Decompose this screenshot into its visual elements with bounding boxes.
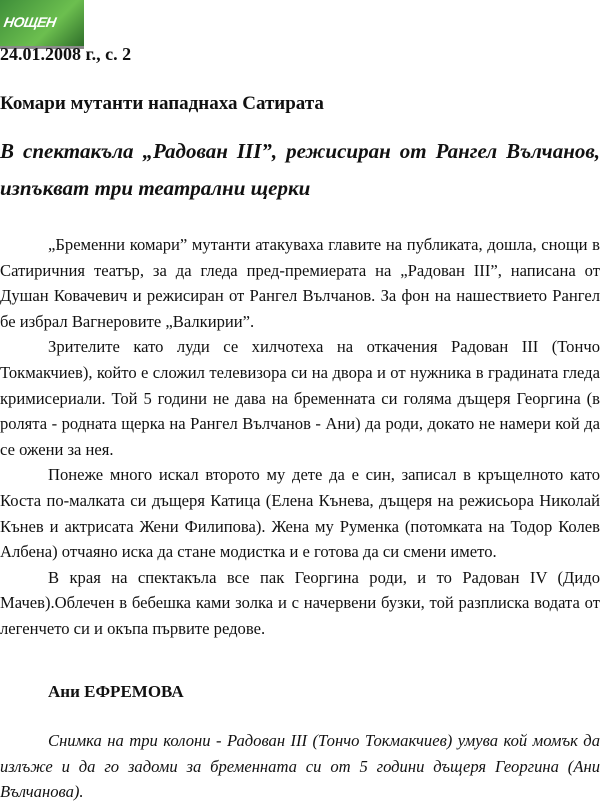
newspaper-logo (0, 0, 84, 49)
article-title: Комари мутанти нападнаха Сатирата (0, 93, 324, 114)
paragraph: Зрителите като луди се хилчотеха на откачения Радован ІІІ (Тончо Токмакчиев), който е сложил телевизора си на двора и от нужника в градината гледа кримисериали. Той 5 години не дава на бременната си голяма дъщеря Георгина (в ролята - родната щерка на Рангел Вълчанов - Ани) да роди, докато не намери кой да се ожени за нея. (0, 337, 600, 459)
paragraph: В края на спектакъла все пак Георгина роди, и то Радован ІV (Дидо Мачев).Облечен в бебешка ками золка и с начервени бузки, той разплиска водата от легенчето си и окъпа първите редове. (0, 567, 600, 638)
author-byline: Ани ЕФРЕМОВА (48, 682, 184, 701)
paragraph: „Бременни комари” мутанти атакуваха главите на публиката, дошла, снощи в Сатиричния театър, за да гледа пред-премиерата на „Радован ІІІ”, написана от Душан Ковачевич и режисиран от Рангел Вълчанов. За фон на нашествието Рангел бе избрал Вагнеровите „Валкирии”. (0, 235, 600, 331)
paragraph: Понеже много искал второто му дете да е син, записал в кръщелното като Коста по-малката си дъщеря Катица (Елена Кънева, дъщеря на режисьора Николай Кънев и актрисата Жени Филипова). Жена му Руменка (потомката на Тодор Колев Албена) отчаяно иска да стане модистка и е готова да си смени името. (0, 465, 600, 562)
publication-date: 24.01.2008 г., с. 2 (0, 44, 132, 64)
article-body (0, 232, 600, 642)
photo-caption: Снимка на три колони - Радован ІІІ (Тончо Токмакчиев) умува кой момък да излъже и да го задоми за бременната си от 5 години дъщеря Георгина (Ани Вълчанова). (0, 731, 600, 802)
logo-text: НОЩЕН (2, 14, 58, 30)
article-subtitle: В спектакъла „Радован ІІІ”, режисиран от Рангел Вълчанов, изпъкват три театрални щерки (0, 139, 600, 200)
